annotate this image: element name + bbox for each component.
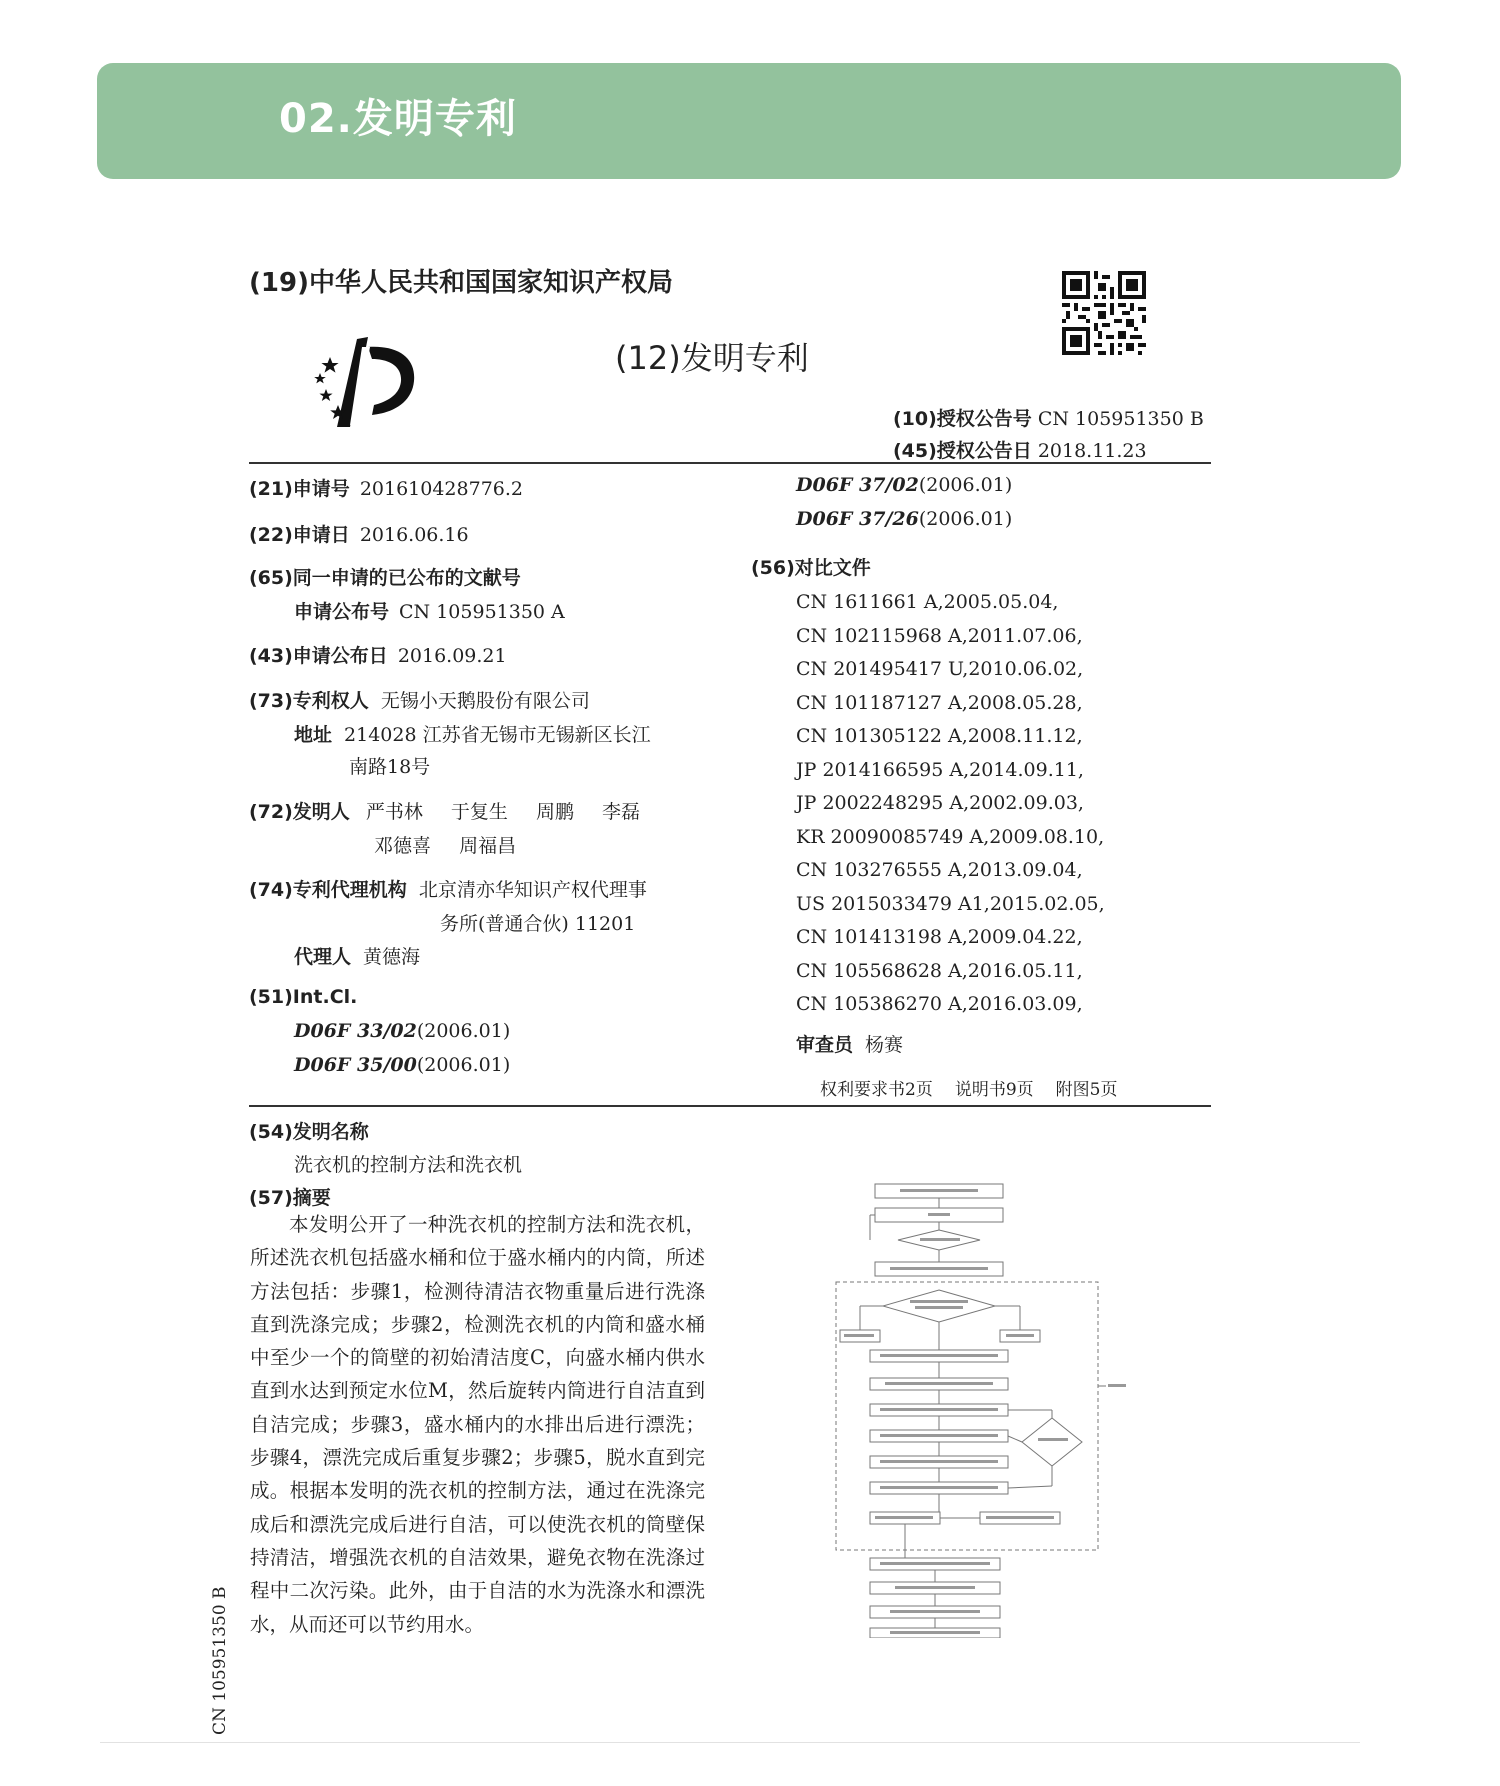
- ipc-code: D06F 37/02: [796, 474, 919, 496]
- abstract-label: (57)摘要: [249, 1187, 331, 1209]
- application-date-label: (22)申请日: [249, 524, 350, 546]
- application-date-line: [249, 520, 469, 547]
- side-publication-number: CN 105951350 B: [210, 1586, 230, 1735]
- grant-date-line: [893, 436, 1147, 463]
- inventor-name: 周福昌: [459, 835, 517, 857]
- cited-documents-list: [796, 586, 1105, 1022]
- cited-documents-label: (56)对比文件: [751, 557, 871, 579]
- application-number-line: [249, 474, 523, 501]
- examiner-line: [796, 1030, 903, 1057]
- ipc-line: [796, 474, 1012, 496]
- cited-document: JP 2002248295 A,2002.09.03,: [796, 792, 1084, 814]
- agency-label: (74)专利代理机构: [249, 879, 407, 901]
- invention-title-label: (54)发明名称: [249, 1121, 369, 1143]
- cited-document: CN 103276555 A,2013.09.04,: [796, 859, 1083, 881]
- description-pages: 说明书9页: [954, 1080, 1034, 1100]
- publication-date-line: [249, 641, 507, 668]
- agent-line: [294, 942, 420, 969]
- section-title: 02.发明专利: [279, 96, 517, 142]
- cited-document: CN 101187127 A,2008.05.28,: [796, 691, 1083, 714]
- flowchart-figure: [830, 1178, 1130, 1638]
- cited-document: CN 201495417 U,2010.06.02,: [796, 658, 1084, 680]
- header-divider: [249, 462, 1211, 464]
- agent-label: 代理人: [294, 946, 352, 968]
- publication-number-label: 申请公布号: [294, 601, 390, 623]
- claims-pages: 权利要求书2页: [820, 1080, 933, 1100]
- cited-document: CN 105386270 A,2016.03.09,: [796, 993, 1083, 1015]
- agency-line-2: 务所(普通合伙) 11201: [440, 913, 636, 935]
- prior-publication-label: (65)同一申请的已公布的文献号: [249, 567, 521, 589]
- application-number: 201610428776.2: [359, 478, 524, 500]
- ipc-version: (2006.01): [918, 508, 1013, 530]
- patentee-label: (73)专利权人: [249, 690, 369, 712]
- grant-date: 2018.11.23: [1037, 440, 1147, 462]
- body-divider: [249, 1105, 1211, 1107]
- ipc-version: (2006.01): [918, 474, 1013, 496]
- ipc-line: [294, 1020, 510, 1042]
- drawing-pages: 附图5页: [1055, 1080, 1118, 1100]
- inventor-line-2: [374, 831, 516, 858]
- address-line: [294, 720, 651, 747]
- office-name: (19)中华人民共和国国家知识产权局: [249, 268, 673, 298]
- invention-title: 洗衣机的控制方法和洗衣机: [294, 1154, 523, 1176]
- examiner-label: 审查员: [796, 1034, 854, 1056]
- ipc-version: (2006.01): [416, 1020, 511, 1042]
- ipc-line: [796, 508, 1012, 530]
- application-number-label: (21)申请号: [249, 478, 350, 500]
- cited-document: CN 1611661 A,2005.05.04,: [796, 591, 1059, 613]
- cited-document: CN 102115968 A,2011.07.06,: [796, 624, 1083, 647]
- document-type: (12)发明专利: [615, 339, 809, 377]
- inventor-name: 严书林: [365, 801, 423, 823]
- address-label: 地址: [294, 724, 333, 746]
- grant-number-label: (10)授权公告号: [893, 408, 1032, 430]
- grant-number: CN 105951350 B: [1037, 408, 1204, 430]
- publication-date-label: (43)申请公布日: [249, 645, 388, 667]
- abstract-text: 本发明公开了一种洗衣机的控制方法和洗衣机，所述洗衣机包括盛水桶和位于盛水桶内的内筒，所述方法包括：步骤1，检测待清洁衣物重量后进行洗涤直到洗涤完成；步骤2，检测洗衣机的内筒和盛水桶中至少一个的筒壁的初始清洁度C，向盛水桶内供水直到水达到预定水位M，然后旋转内筒进行自洁直到自洁完成；步骤3，盛水桶内的水排出后进行漂洗；步骤4，漂洗完成后重复步骤2；步骤5，脱水直到完成。根据本发明的洗衣机的控制方法，通过在洗涤完成后和漂洗完成后进行自洁，可以使洗衣机的筒壁保持清洁，增强洗衣机的自洁效果，避免衣物在洗涤过程中二次污染。此外，由于自洁的水为洗涤水和漂洗水，从而还可以节约用水。: [250, 1213, 705, 1636]
- grant-number-line: [893, 404, 1204, 431]
- inventor-line: [249, 797, 640, 824]
- cnipa-emblem-icon: [310, 335, 425, 430]
- application-date: 2016.06.16: [359, 524, 469, 546]
- ipc-code: D06F 35/00: [294, 1054, 417, 1076]
- agency-line: [249, 875, 647, 902]
- publication-date: 2016.09.21: [397, 645, 507, 667]
- inventor-name: 邓德喜: [374, 835, 432, 857]
- address-line-1: 214028 江苏省无锡市无锡新区长江: [344, 724, 651, 746]
- inventor-name: 于复生: [450, 801, 508, 823]
- inventor-name: 李磊: [602, 801, 641, 823]
- cited-document: CN 105568628 A,2016.05.11,: [796, 959, 1083, 982]
- cited-document: JP 2014166595 A,2014.09.11,: [796, 758, 1084, 781]
- grant-date-label: (45)授权公告日: [893, 440, 1032, 462]
- agency-name: 北京清亦华知识产权代理事: [418, 879, 647, 901]
- publication-number: CN 105951350 A: [399, 601, 565, 623]
- publication-number-line: [294, 597, 565, 624]
- abstract-body: [250, 1208, 705, 1641]
- intcl-label: (51)Int.Cl.: [249, 986, 358, 1008]
- patentee: 无锡小天鹅股份有限公司: [380, 690, 590, 712]
- examiner-name: 杨赛: [865, 1034, 904, 1056]
- cited-document: KR 20090085749 A,2009.08.10,: [796, 825, 1105, 848]
- cited-document: CN 101413198 A,2009.04.22,: [796, 926, 1083, 948]
- ipc-version: (2006.01): [416, 1054, 511, 1076]
- bottom-divider: [100, 1742, 1360, 1743]
- cited-document: US 2015033479 A1,2015.02.05,: [796, 892, 1105, 915]
- agent-name: 黄德海: [363, 946, 421, 968]
- patentee-line: [249, 686, 590, 713]
- page-counts: [820, 1075, 1117, 1100]
- inventor-label: (72)发明人: [249, 801, 350, 823]
- inventor-name: 周鹏: [535, 801, 574, 823]
- qr-code-icon: [1062, 271, 1146, 355]
- ipc-line: [294, 1054, 510, 1076]
- ipc-code: D06F 37/26: [796, 508, 919, 530]
- cited-document: CN 101305122 A,2008.11.12,: [796, 725, 1083, 747]
- address-line-2: 南路18号: [349, 756, 431, 778]
- ipc-code: D06F 33/02: [294, 1020, 417, 1042]
